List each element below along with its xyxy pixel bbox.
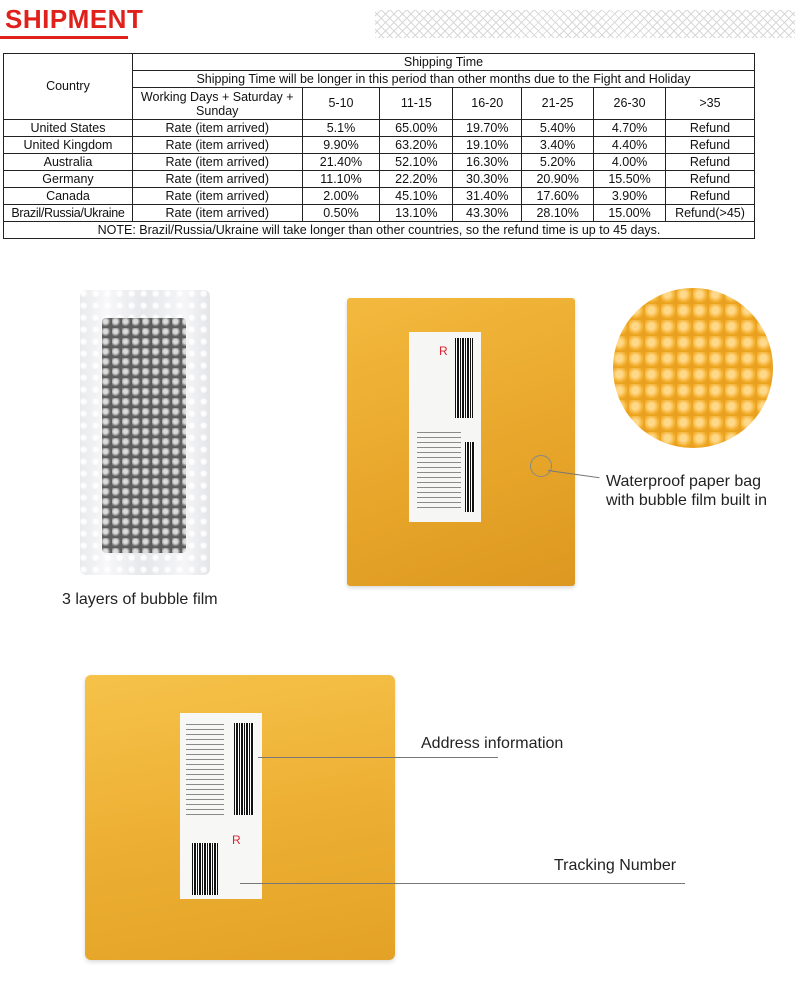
header-country: Country	[4, 54, 133, 120]
value-cell: 5.1%	[302, 120, 380, 137]
value-cell: 13.10%	[380, 205, 453, 222]
value-cell: Refund	[665, 171, 754, 188]
value-cell: 17.60%	[522, 188, 594, 205]
wrapped-item	[102, 318, 186, 553]
barcode-small	[465, 442, 475, 512]
value-cell: 9.90%	[302, 137, 380, 154]
address-leader-line	[258, 757, 498, 758]
rate-cell: Rate (item arrived)	[132, 188, 302, 205]
rate-cell: Rate (item arrived)	[132, 171, 302, 188]
value-cell: 5.40%	[522, 120, 594, 137]
value-cell: 65.00%	[380, 120, 453, 137]
table-row	[4, 171, 755, 188]
registered-r-mark: R	[232, 833, 241, 847]
value-cell: 20.90%	[522, 171, 594, 188]
bubble-film-closeup	[613, 288, 773, 448]
padded-envelope-label-photo	[85, 675, 395, 960]
value-cell: 19.70%	[453, 120, 522, 137]
value-cell: 30.30%	[453, 171, 522, 188]
tracking-leader-line	[240, 883, 685, 884]
value-cell: Refund(>45)	[665, 205, 754, 222]
value-cell: 5.20%	[522, 154, 594, 171]
tracking-barcode	[192, 843, 218, 895]
value-cell: 28.10%	[522, 205, 594, 222]
table-row	[4, 154, 755, 171]
shipment-header	[0, 0, 800, 42]
value-cell: 4.00%	[594, 154, 666, 171]
caption-bag-line1: Waterproof paper bag	[606, 473, 762, 490]
country-cell: United States	[4, 120, 133, 137]
rate-cell: Rate (item arrived)	[132, 154, 302, 171]
shipping-label	[409, 332, 481, 522]
value-cell: Refund	[665, 120, 754, 137]
caption-address: Address information	[421, 735, 564, 752]
header-range: 16-20	[453, 88, 522, 120]
barcode	[234, 723, 254, 815]
header-hatch-decoration	[375, 10, 795, 38]
header-range: 11-15	[380, 88, 453, 120]
header-range: 21-25	[522, 88, 594, 120]
value-cell: 3.40%	[522, 137, 594, 154]
country-cell: Brazil/Russia/Ukraine	[4, 205, 133, 222]
header-range: 26-30	[594, 88, 666, 120]
value-cell: 15.50%	[594, 171, 666, 188]
shipping-time-table	[3, 53, 755, 239]
value-cell: 45.10%	[380, 188, 453, 205]
header-shipping-time: Shipping Time	[132, 54, 754, 71]
page-title: SHIPMENT	[5, 4, 144, 34]
header-working-days: Working Days + Saturday + Sunday	[132, 88, 302, 120]
value-cell: 43.30%	[453, 205, 522, 222]
title-underline	[0, 36, 128, 39]
value-cell: 11.10%	[302, 171, 380, 188]
value-cell: 3.90%	[594, 188, 666, 205]
value-cell: Refund	[665, 154, 754, 171]
value-cell: Refund	[665, 137, 754, 154]
country-cell: Canada	[4, 188, 133, 205]
table-row	[4, 188, 755, 205]
value-cell: 52.10%	[380, 154, 453, 171]
padded-envelope-photo	[347, 298, 575, 586]
value-cell: 4.40%	[594, 137, 666, 154]
registered-r-mark: R	[439, 344, 448, 358]
table-row	[4, 120, 755, 137]
caption-tracking: Tracking Number	[554, 857, 677, 874]
header-notice: Shipping Time will be longer in this period than other months due to the Fight and Holiday	[132, 71, 754, 88]
value-cell: 22.20%	[380, 171, 453, 188]
zoom-source-circle	[530, 455, 552, 477]
table-row	[4, 205, 755, 222]
caption-bag-line2: with bubble film built in	[606, 492, 767, 509]
country-cell: United Kingdom	[4, 137, 133, 154]
rate-cell: Rate (item arrived)	[132, 137, 302, 154]
value-cell: 19.10%	[453, 137, 522, 154]
country-cell: Australia	[4, 154, 133, 171]
bubble-film-roll-photo	[80, 290, 210, 575]
barcode	[455, 338, 473, 418]
value-cell: Refund	[665, 188, 754, 205]
country-cell: Germany	[4, 171, 133, 188]
value-cell: 21.40%	[302, 154, 380, 171]
value-cell: 0.50%	[302, 205, 380, 222]
header-range: 5-10	[302, 88, 380, 120]
table-row	[4, 137, 755, 154]
value-cell: 4.70%	[594, 120, 666, 137]
address-text-lines	[417, 428, 461, 508]
address-text-lines	[186, 723, 224, 815]
rate-cell: Rate (item arrived)	[132, 120, 302, 137]
caption-bubble-film: 3 layers of bubble film	[62, 591, 218, 608]
table-note: NOTE: Brazil/Russia/Ukraine will take longer than other countries, so the refund time is up to 45 days.	[4, 222, 755, 239]
value-cell: 31.40%	[453, 188, 522, 205]
shipping-label	[180, 713, 262, 899]
value-cell: 2.00%	[302, 188, 380, 205]
value-cell: 16.30%	[453, 154, 522, 171]
header-range: >35	[665, 88, 754, 120]
value-cell: 15.00%	[594, 205, 666, 222]
value-cell: 63.20%	[380, 137, 453, 154]
rate-cell: Rate (item arrived)	[132, 205, 302, 222]
